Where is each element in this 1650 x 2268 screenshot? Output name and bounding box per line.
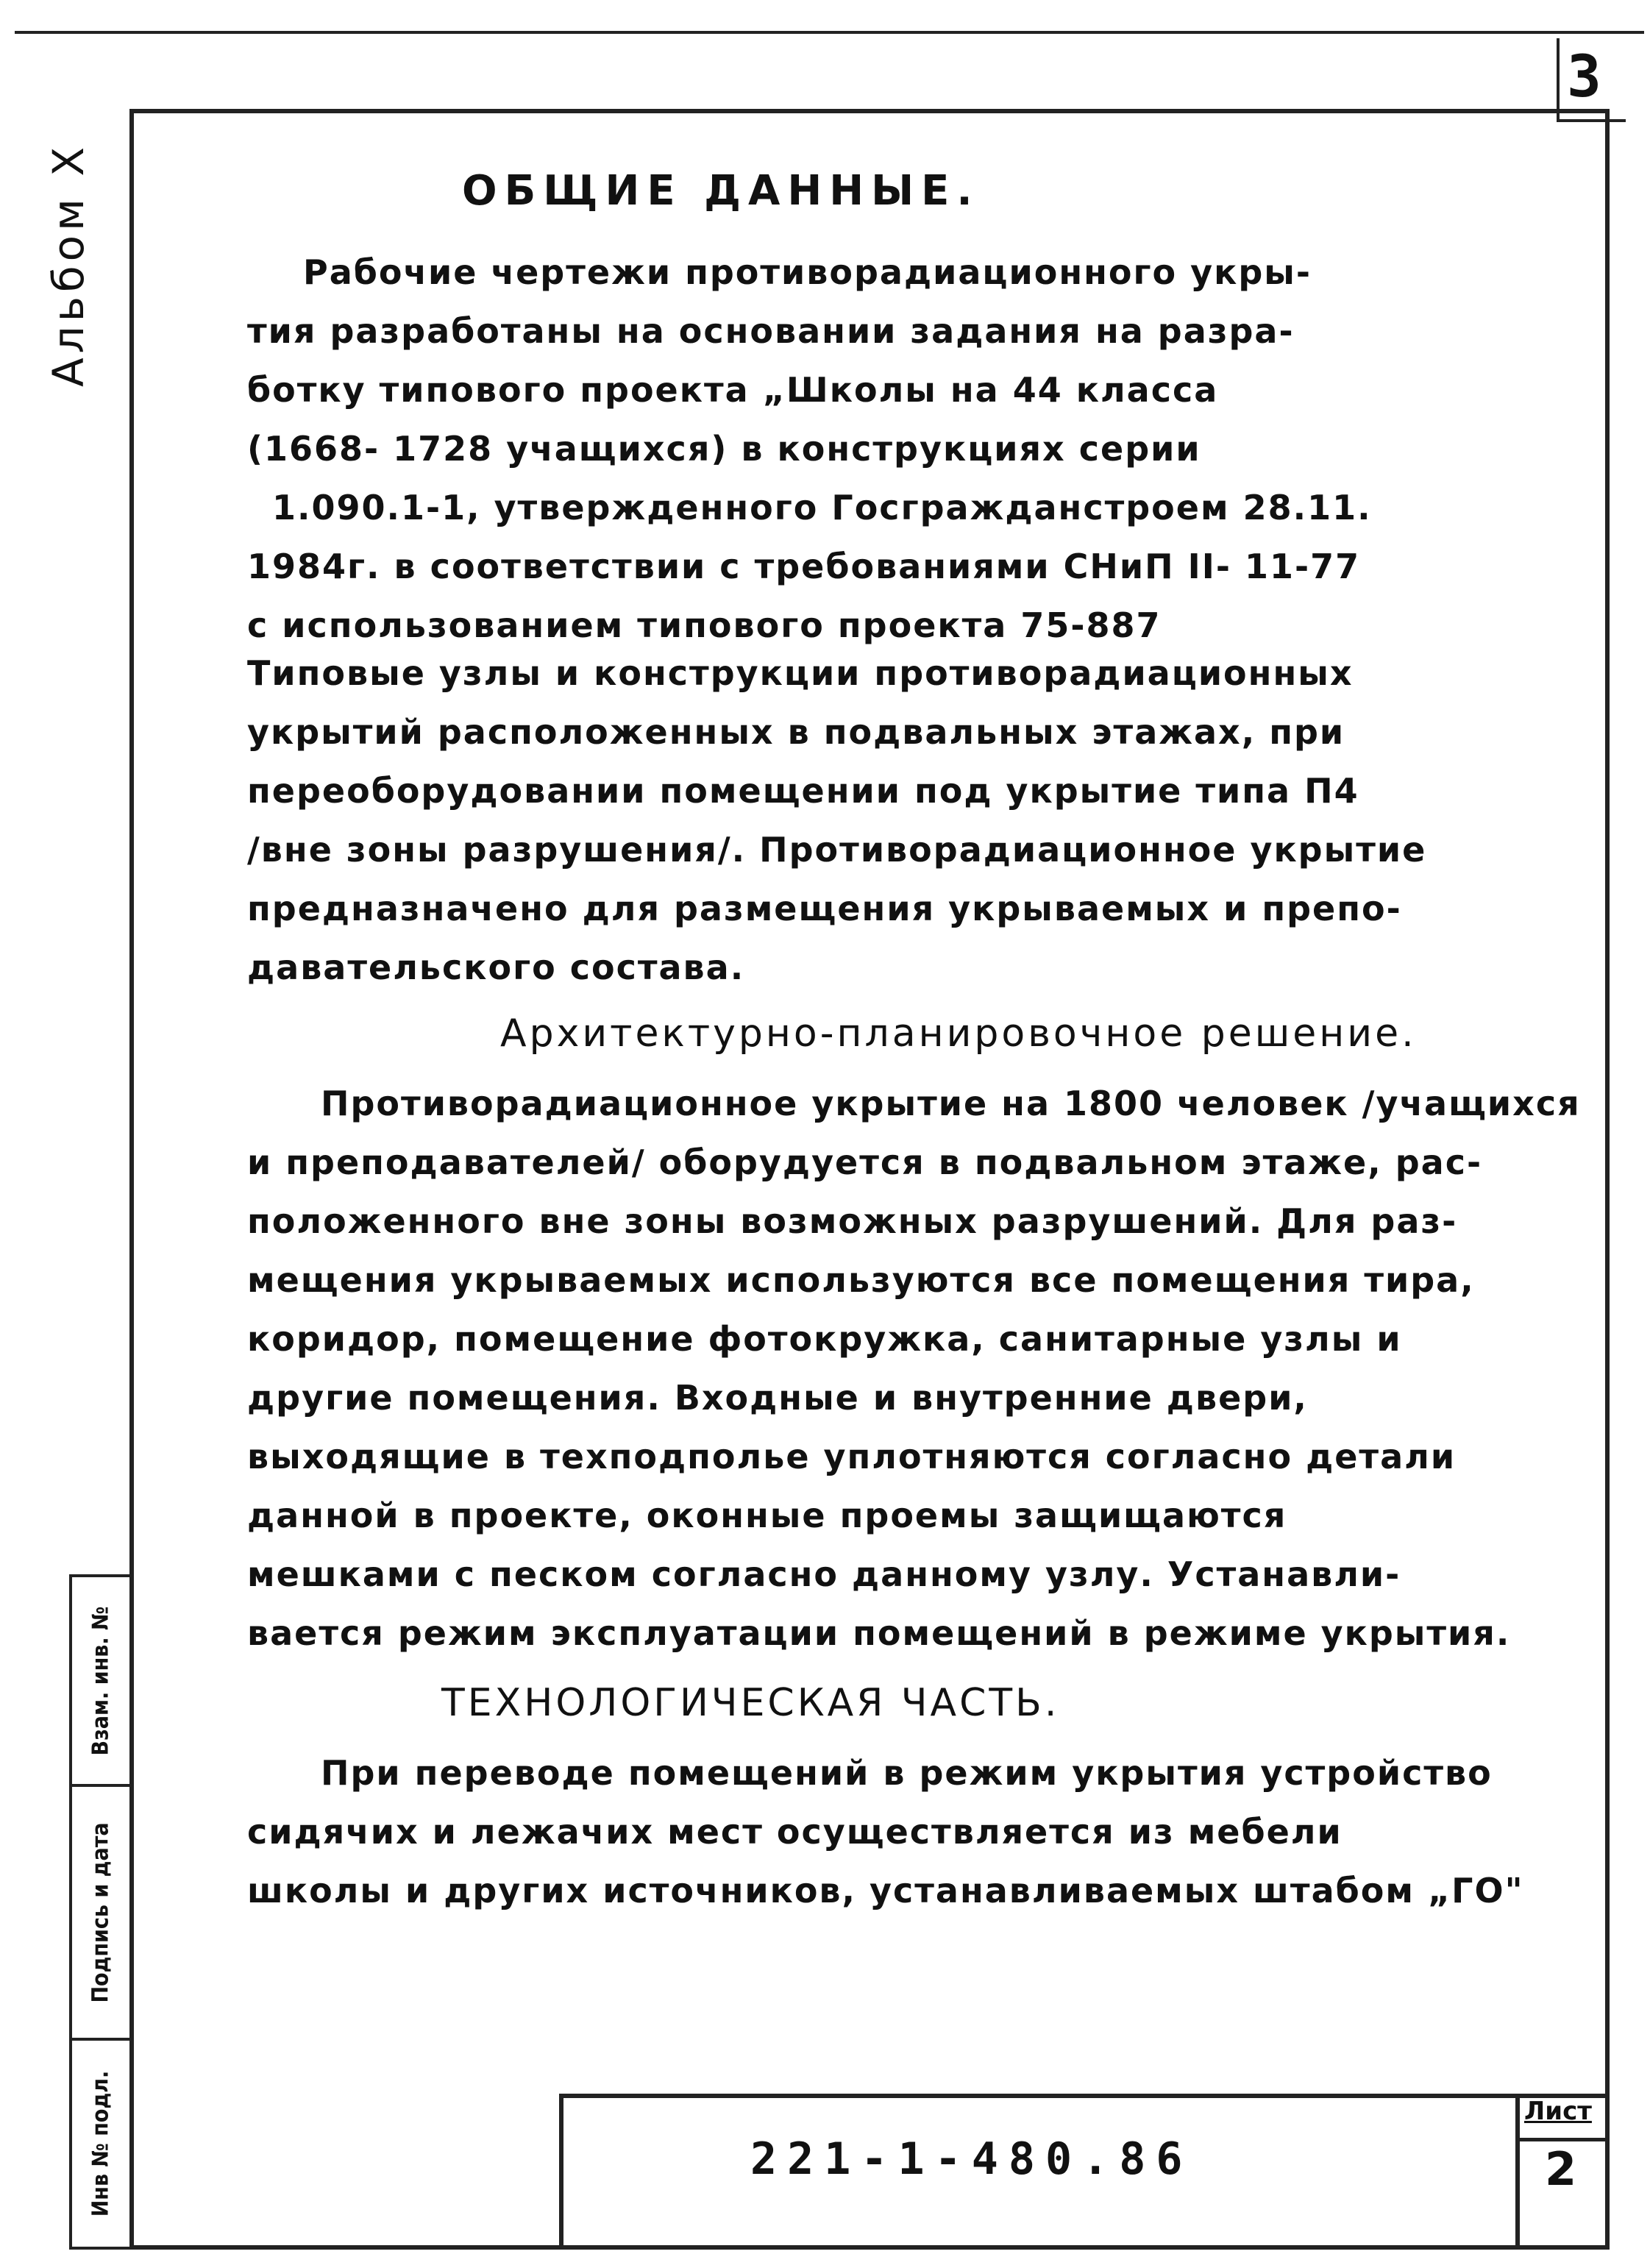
text-line: Противорадиационное укрытие на 1800 человек /учащихся: [321, 1084, 1581, 1123]
sheet-separator: [1515, 2138, 1610, 2141]
document-code: 221-1-480.86: [750, 2133, 1193, 2185]
page-number: 3: [1567, 44, 1601, 110]
text-line: давательского состава.: [247, 948, 745, 987]
text-line: При переводе помещений в режим укрытия устройство: [321, 1753, 1493, 1793]
stamp-cell-inv-podl: [72, 2041, 129, 2247]
text-line: другие помещения. Входные и внутренние двери,: [247, 1378, 1308, 1418]
text-line: школы и других источников, устанавливаемых штабом „ГО": [247, 1871, 1524, 1910]
text-line: вается режим эксплуатации помещений в режиме укрытия.: [247, 1613, 1511, 1653]
text-line: Рабочие чертежи противорадиационного укры-: [303, 252, 1312, 292]
heading-technology: ТЕХНОЛОГИЧЕСКАЯ ЧАСТЬ.: [441, 1681, 1060, 1725]
text-line: мещения укрываемых используются все помещения тира,: [247, 1260, 1475, 1300]
text-line: Типовые узлы и конструкции противорадиационных: [247, 653, 1354, 693]
stamp-cell-podpis-data: [72, 1787, 129, 2041]
text-line: сидячих и лежачих мест осуществляется из мебели: [247, 1812, 1343, 1852]
text-line: 1984г. в соответствии с требованиями СНиП II- 11-77: [247, 547, 1361, 586]
text-line: предназначено для размещения укрываемых и препо-: [247, 889, 1402, 928]
text-line: и преподавателей/ оборудуется в подвальном этаже, рас-: [247, 1142, 1483, 1182]
text-line: коридор, помещение фотокружка, санитарные узлы и: [247, 1319, 1402, 1359]
text-line: (1668- 1728 учащихся) в конструкциях серии: [247, 429, 1201, 469]
text-line: ботку типового проекта „Школы на 44 класса: [247, 370, 1219, 410]
text-line: мешками с песком согласно данному узлу. Устанавли-: [247, 1554, 1401, 1594]
sheet-label: Лист: [1524, 2097, 1592, 2126]
text-line: переоборудовании помещении под укрытие типа П4: [247, 771, 1359, 811]
top-rule: [15, 31, 1644, 34]
stamp-vzam-inv: Взам. инв. №: [88, 1606, 114, 1755]
stamp-cell-vzam-inv: [72, 1577, 129, 1787]
page-title: ОБЩИЕ ДАННЫЕ.: [462, 167, 980, 215]
text-line: 1.090.1-1, утвержденного Госгражданстроем 28.11.: [272, 488, 1372, 527]
text-line: положенного вне зоны возможных разрушений. Для раз-: [247, 1201, 1458, 1241]
text-line: с использованием типового проекта 75-887: [247, 605, 1162, 645]
text-line: тия разработаны на основании задания на разра-: [247, 311, 1295, 351]
text-line: выходящие в техподполье уплотняются согласно детали: [247, 1437, 1457, 1476]
stamp-column: [69, 1574, 129, 2250]
album-label-text: Альбом Х: [43, 142, 93, 388]
heading-architecture: Архитектурно-планировочное решение.: [500, 1012, 1417, 1056]
text-line: /вне зоны разрушения/. Противорадиационное укрытие: [247, 830, 1427, 870]
text-line: данной в проекте, оконные проемы защищаются: [247, 1496, 1287, 1535]
album-label: [28, 132, 109, 397]
stamp-podpis-data: Подпись и дата: [88, 1821, 114, 2003]
stamp-inv-podl: Инв № подл.: [88, 2070, 114, 2217]
sheet-number: 2: [1545, 2142, 1577, 2196]
text-line: укрытий расположенных в подвальных этажах, при: [247, 712, 1345, 752]
